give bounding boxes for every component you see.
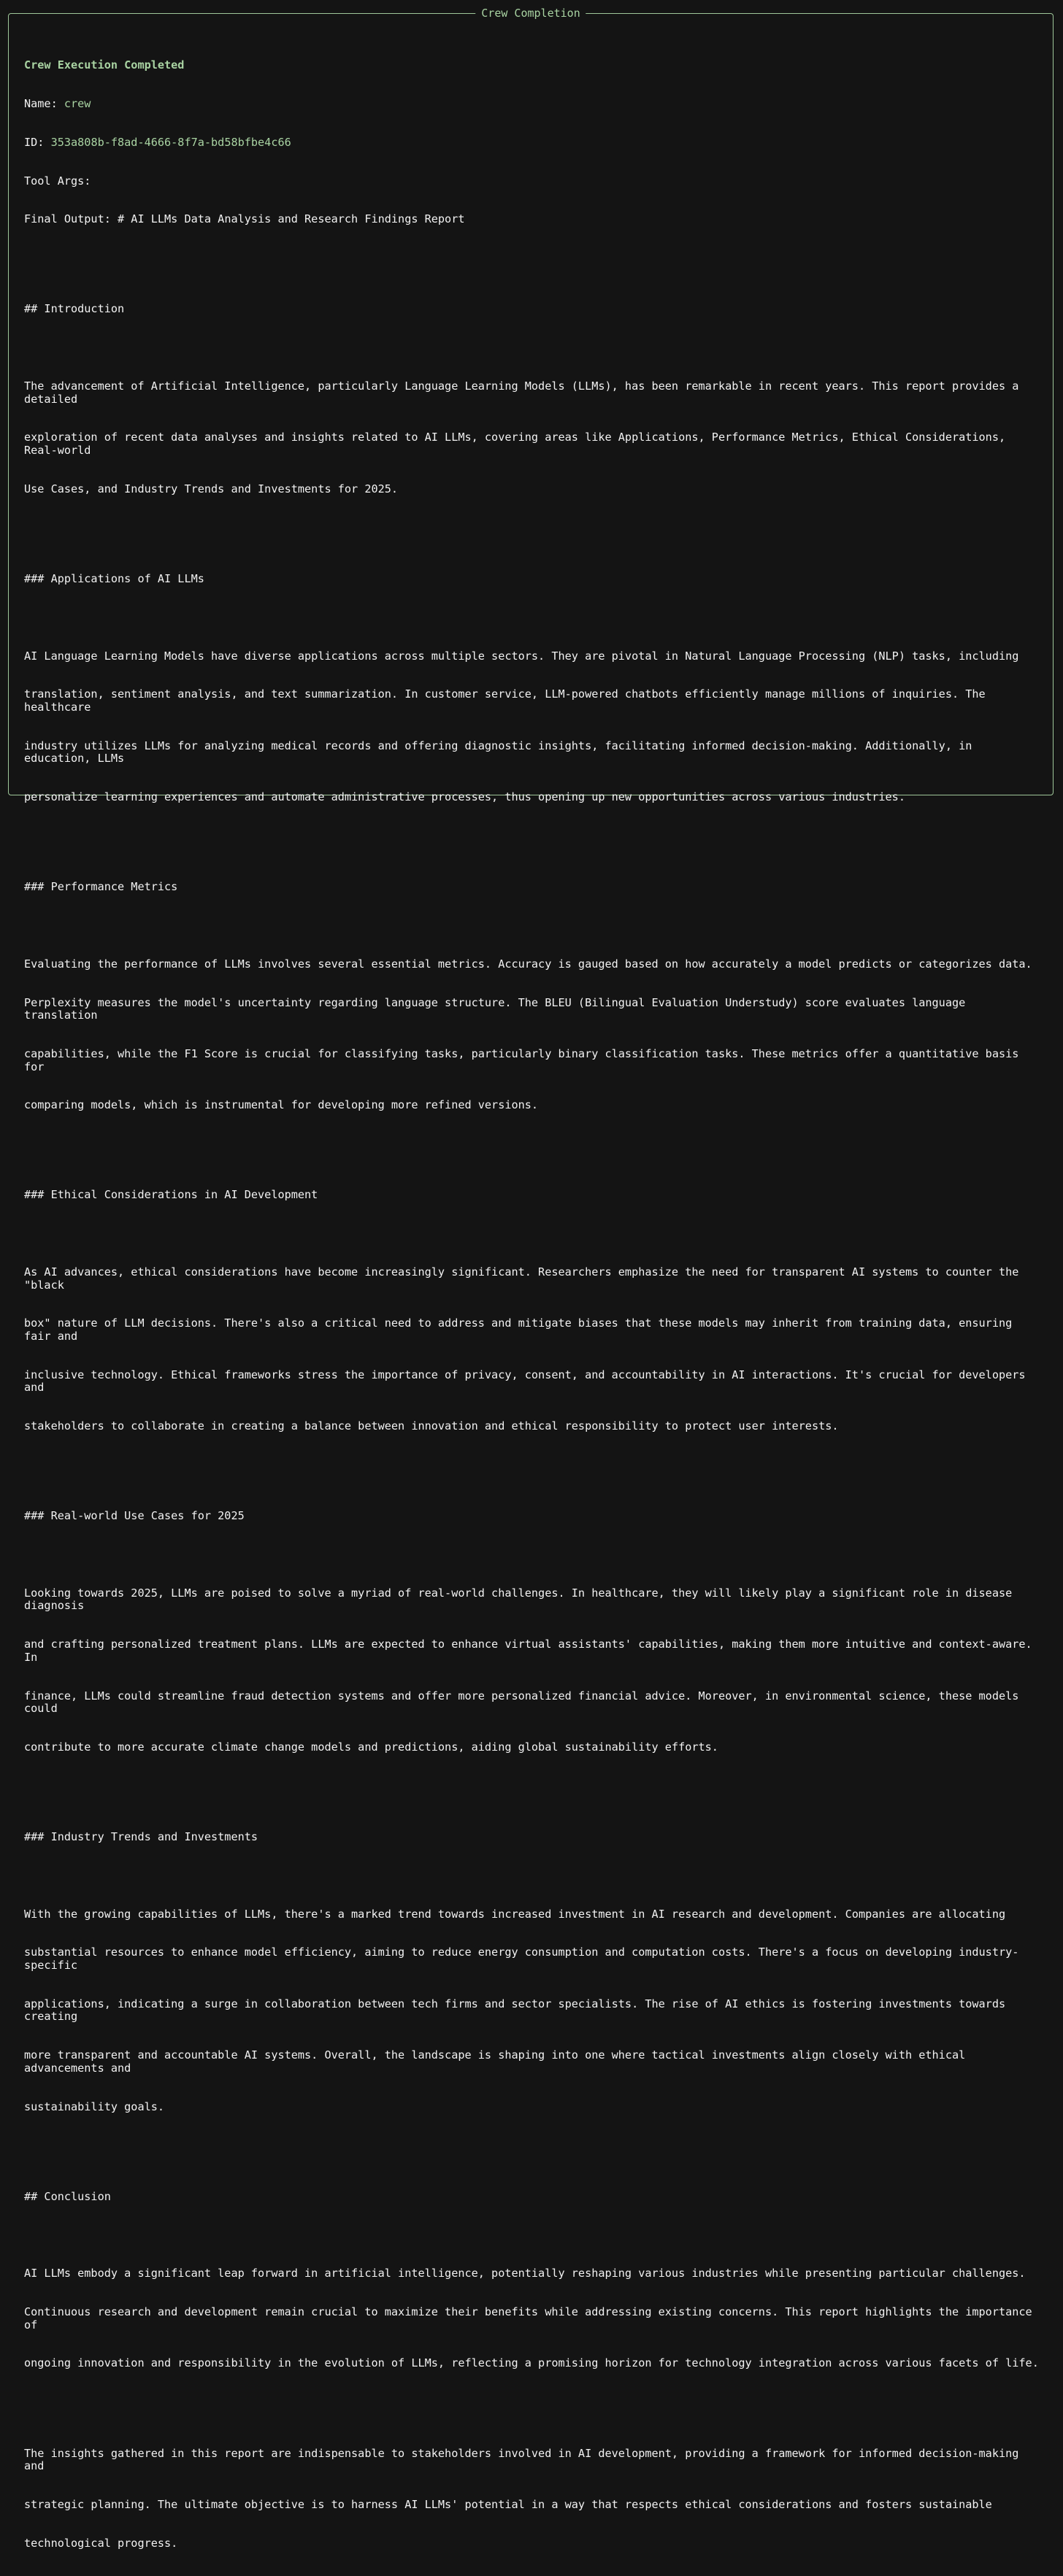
applications-line: translation, sentiment analysis, and text summarization. In customer service, LLM-powered chatbots efficiently manage millions of inquiries. The healthcare — [24, 687, 992, 714]
ethics-line: inclusive technology. Ethical frameworks stress the importance of privacy, consent, and accountability in AI interactions. It's crucial for developers and — [24, 1368, 1032, 1395]
intro-line: The advancement of Artificial Intelligence, particularly Language Learning Models (LLMs), has been remarkable in recent years. This report provides a detailed — [24, 379, 1026, 406]
ethics-line: box" nature of LLM decisions. There's also a critical need to address and mitigate biases that these models may inherit from training data, ensuring fair and — [24, 1316, 1019, 1343]
panel-title: Crew Completion — [475, 7, 586, 20]
intro-line: Use Cases, and Industry Trends and Investments for 2025. — [24, 482, 399, 495]
conclusion-line: AI LLMs embody a significant leap forward in artificial intelligence, potentially reshaping various industries while presenting particular challenges. — [24, 2267, 1026, 2280]
crew-name: crew — [64, 96, 91, 110]
id-row — [24, 136, 1043, 150]
id-label: ID: — [24, 135, 51, 149]
intro-line: exploration of recent data analyses and insights related to AI LLMs, covering areas like Applications, Performance Metrics, Ethical Considerations, Real-world — [24, 431, 1013, 457]
performance-heading: ### Performance Metrics — [24, 880, 178, 894]
conclusion-heading: ## Conclusion — [24, 2189, 111, 2203]
usecases-line: finance, LLMs could streamline fraud detection systems and offer more personalized financial advice. Moreover, in environmental science, these models could — [24, 1689, 1026, 1716]
usecases-line: contribute to more accurate climate change models and predictions, aiding global sustainability efforts. — [24, 1740, 718, 1754]
performance-line: capabilities, while the F1 Score is crucial for classifying tasks, particularly binary classification tasks. These metrics offer a quantitative basis for — [24, 1046, 1026, 1073]
applications-line: personalize learning experiences and automate administrative processes, thus opening up new opportunities across various industries. — [24, 790, 905, 804]
trends-line: applications, indicating a surge in collaboration between tech firms and sector specialists. The rise of AI ethics is fostering investments towards creating — [24, 1997, 1013, 2024]
report-title: # AI LLMs Data Analysis and Research Findings Report — [118, 212, 465, 226]
performance-line: Evaluating the performance of LLMs involves several essential metrics. Accuracy is gauged based on how accurately a model predicts or categorizes data. — [24, 957, 1032, 971]
final-output-row — [24, 213, 1043, 226]
performance-line: comparing models, which is instrumental for developing more refined versions. — [24, 1098, 539, 1112]
intro-heading: ## Introduction — [24, 302, 125, 316]
closing-line: The insights gathered in this report are indispensable to stakeholders involved in AI development, providing a framework for informed decision-making and — [24, 2446, 1026, 2473]
closing-line: technological progress. — [24, 2536, 178, 2550]
crew-completion-panel — [8, 7, 1054, 2550]
ethics-line: As AI advances, ethical considerations have become increasingly significant. Researchers emphasize the need for transparent AI systems to counter the "black — [24, 1265, 1026, 1292]
trends-line: substantial resources to enhance model efficiency, aiming to reduce energy consumption and computation costs. There's a focus on developing industry-specific — [24, 1946, 1019, 1973]
conclusion-line: Continuous research and development remain crucial to maximize their benefits while addressing existing concerns. This report highlights the importance of — [24, 2305, 1039, 2332]
trends-heading: ### Industry Trends and Investments — [24, 1830, 258, 1844]
trends-line: sustainability goals. — [24, 2099, 165, 2113]
crew-id: 353a808b-f8ad-4666-8f7a-bd58bfbe4c66 — [50, 135, 291, 149]
ethics-line: stakeholders to collaborate in creating a balance between innovation and ethical responsibility to protect user interests. — [24, 1419, 839, 1433]
ethics-heading: ### Ethical Considerations in AI Development — [24, 1188, 318, 1202]
final-output-label: Final Output: — [24, 212, 118, 226]
closing-line: strategic planning. The ultimate objective is to harness AI LLMs' potential in a way that respects ethical considerations and fosters sustainable — [24, 2498, 992, 2511]
performance-line: Perplexity measures the model's uncertainty regarding language structure. The BLEU (Bilingual Evaluation Understudy) score evaluates language translation — [24, 995, 972, 1022]
applications-line: industry utilizes LLMs for analyzing medical records and offering diagnostic insights, facilitating informed decision-making. Additionally, in education, LLMs — [24, 739, 979, 766]
terminal-output — [24, 34, 1043, 2576]
name-label: Name: — [24, 96, 64, 110]
usecases-heading: ### Real-world Use Cases for 2025 — [24, 1509, 245, 1523]
conclusion-line: ongoing innovation and responsibility in the evolution of LLMs, reflecting a promising horizon for technology integration across various facets of life. — [24, 2356, 1039, 2370]
usecases-line: and crafting personalized treatment plans. LLMs are expected to enhance virtual assistants' capabilities, making them more intuitive and context-aware. In — [24, 1638, 1039, 1664]
name-row — [24, 98, 1043, 111]
applications-line: AI Language Learning Models have diverse applications across multiple sectors. They are pivotal in Natural Language Processing (NLP) tasks, including — [24, 649, 1019, 663]
applications-heading: ### Applications of AI LLMs — [24, 571, 204, 585]
execution-status: Crew Execution Completed — [24, 58, 185, 72]
trends-line: more transparent and accountable AI systems. Overall, the landscape is shaping into one where tactical investments align closely with ethical advancements and — [24, 2048, 972, 2075]
trends-line: With the growing capabilities of LLMs, there's a marked trend towards increased investment in AI research and development. Companies are allocating — [24, 1907, 1006, 1921]
tool-args-row: Tool Args: — [24, 174, 91, 188]
usecases-line: Looking towards 2025, LLMs are poised to solve a myriad of real-world challenges. In healthcare, they will likely play a significant role in disease diagnosis — [24, 1586, 1019, 1613]
